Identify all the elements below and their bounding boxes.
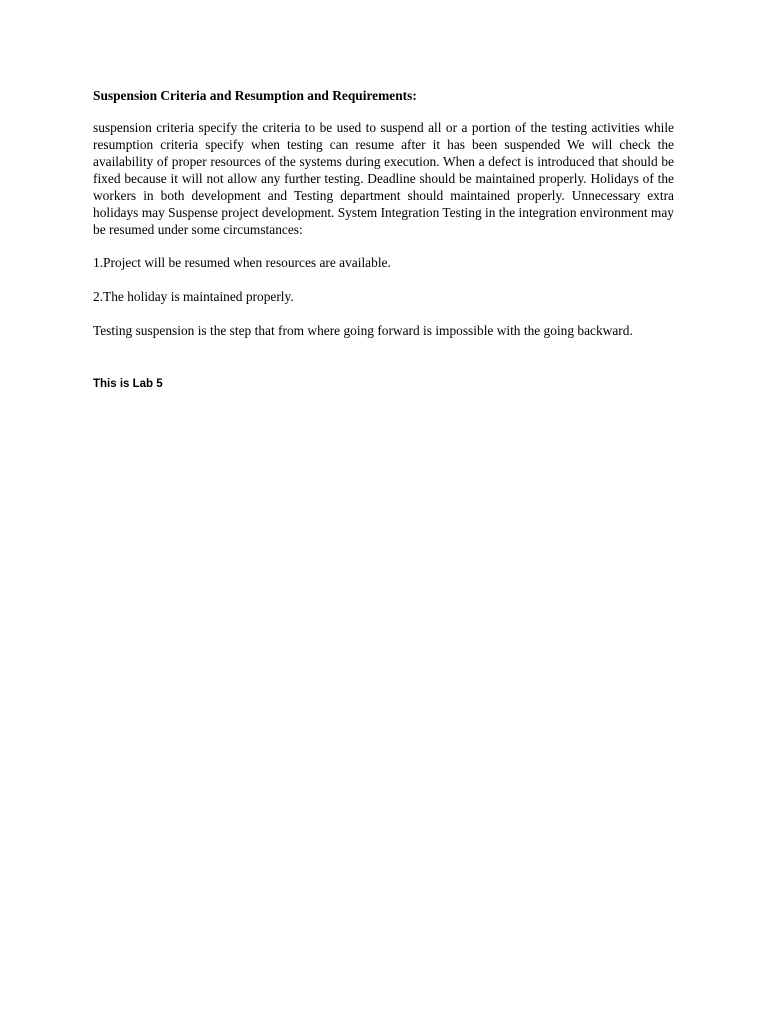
closing-paragraph: Testing suspension is the step that from where going forward is impossible with the going backward.	[93, 323, 633, 338]
lab-note: This is Lab 5	[93, 378, 163, 390]
list-item: 2.The holiday is maintained properly.	[93, 289, 294, 304]
section-heading: Suspension Criteria and Resumption and Requirements:	[93, 88, 417, 103]
document-page	[93, 87, 674, 392]
intro-paragraph: suspension criteria specify the criteria to be used to suspend all or a portion of the testing activities while resumption criteria specify when testing can resume after it has been suspended We will check the availability of proper resources of the systems during execution. When a defect is introduced that should be fixed because it will not allow any further testing. Deadline should be maintained properly. Holidays of the workers in both development and Testing department should maintained properly. Unnecessary extra holidays may Suspense project development. System Integration Testing in the integration environment may be resumed under some circumstances:	[93, 120, 674, 237]
list-item: 1.Project will be resumed when resources are available.	[93, 255, 391, 270]
